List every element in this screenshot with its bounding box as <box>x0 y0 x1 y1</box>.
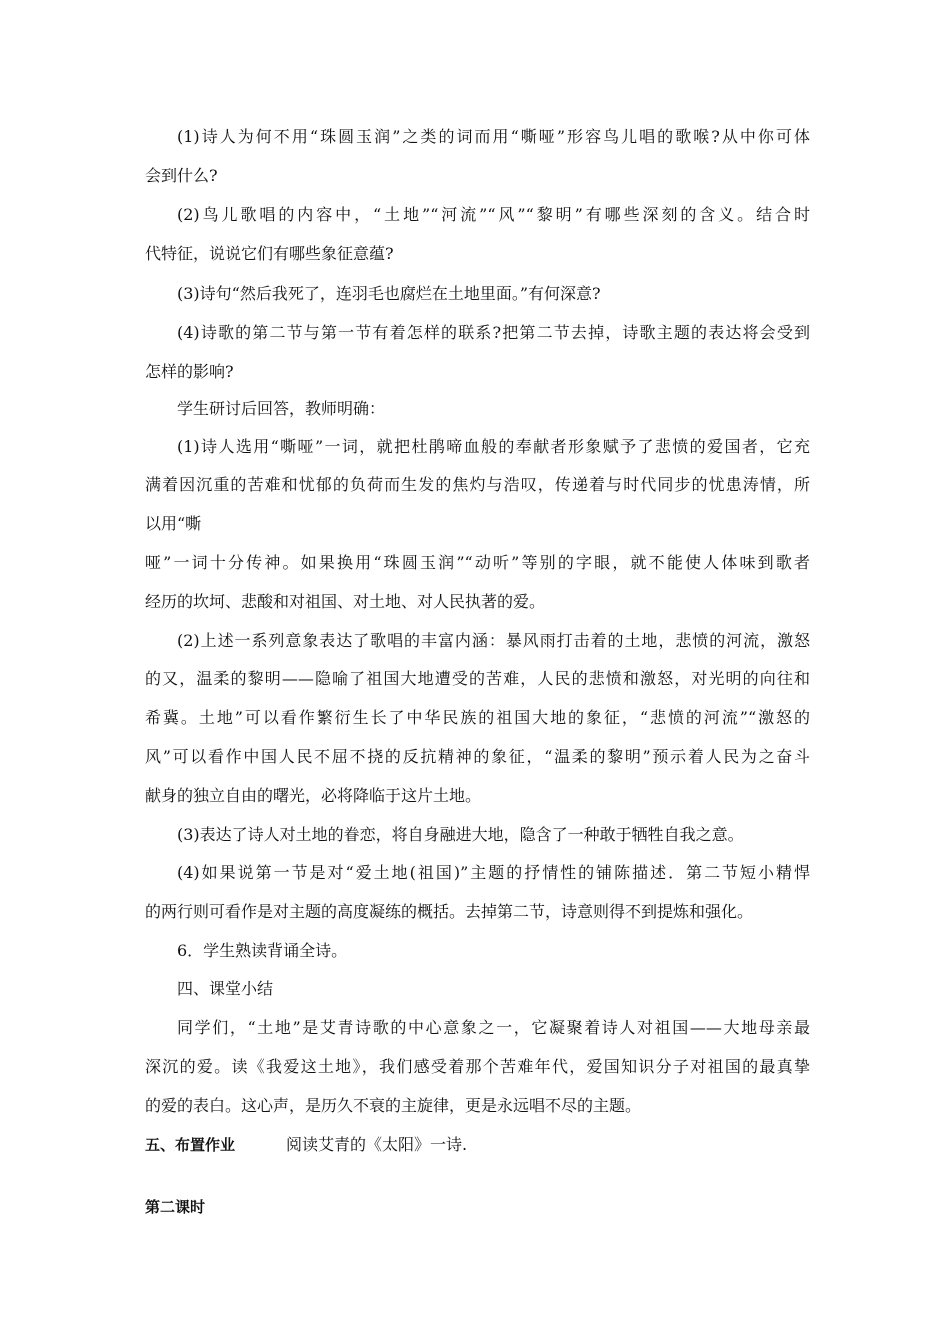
question-4-line-1: (4)诗歌的第二节与第一节有着怎样的联系?把第二节去掉，诗歌主题的表达将会受到 <box>177 323 810 342</box>
question-2-line-2: 代特征，说说它们有哪些象征意蕴? <box>145 244 394 263</box>
answer-2-line-4: 风”可以看作中国人民不屈不挠的反抗精神的象征，“温柔的黎明”预示着人民为之奋斗 <box>145 747 810 766</box>
answer-1-line-4: 哑”一词十分传神。如果换用“珠圆玉润”“动听”等别的字眼，就不能使人体味到歌者 <box>145 553 810 572</box>
summary-line-3: 的爱的表白。这心声，是历久不衰的主旋律，更是永远唱不尽的主题。 <box>145 1096 642 1115</box>
answer-2-line-1: (2)上述一系列意象表达了歌唱的丰富内涵：暴风雨打击着的土地，悲愤的河流，激怒 <box>177 631 810 650</box>
question-1-line-1: (1)诗人为何不用“珠圆玉润”之类的词而用“嘶哑”形容鸟儿唱的歌喉?从中你可体 <box>177 127 810 146</box>
summary-line-1: 同学们，“土地”是艾青诗歌的中心意象之一，它凝聚着诗人对祖国——大地母亲最 <box>177 1018 810 1037</box>
question-1-line-2: 会到什么? <box>145 166 218 185</box>
answer-4-line-2: 的两行则可看作是对主题的高度凝练的概括。去掉第二节，诗意则得不到提炼和强化。 <box>145 902 754 921</box>
summary-line-2: 深沉的爱。读《我爱这土地》，我们感受着那个苦难年代，爱国知识分子对祖国的最真挚 <box>145 1057 810 1076</box>
answer-1-line-5: 经历的坎坷、悲酸和对祖国、对土地、对人民执著的爱。 <box>145 592 546 611</box>
question-3: (3)诗句“然后我死了，连羽毛也腐烂在土地里面。”有何深意? <box>177 284 601 303</box>
answer-2-line-3: 希冀。土地”可以看作繁衍生长了中华民族的祖国大地的象征，“悲愤的河流”“激怒的 <box>145 708 810 727</box>
second-lesson-heading: 第二课时 <box>145 1198 206 1216</box>
step-6: 6．学生熟读背诵全诗。 <box>177 941 348 960</box>
answer-1-line-1: (1)诗人选用“嘶哑”一词，就把杜鹃啼血般的奉献者形象赋予了悲愤的爱国者，它充 <box>177 437 810 456</box>
answer-4-line-1: (4)如果说第一节是对“爱土地(祖国)”主题的抒情性的铺陈描述．第二节短小精悍 <box>177 863 810 882</box>
answer-2-line-2: 的又，温柔的黎明——隐喻了祖国大地遭受的苦难，人民的悲愤和激怒，对光明的向往和 <box>145 669 810 688</box>
homework-text: 阅读艾青的《太阳》一诗. <box>286 1135 468 1154</box>
answer-2-line-5: 献身的独立自由的曙光，必将降临于这片土地。 <box>145 786 482 805</box>
teacher-clarify: 学生研讨后回答，教师明确： <box>177 399 386 418</box>
section-summary-heading: 四、课堂小结 <box>177 979 274 998</box>
answer-1-line-2: 满着因沉重的苦难和忧郁的负荷而生发的焦灼与浩叹，传递着与时代同步的忧患涛情，所 <box>145 475 810 494</box>
question-2-line-1: (2)鸟儿歌唱的内容中，“土地”“河流”“风”“黎明”有哪些深刻的含义。结合时 <box>177 205 810 224</box>
homework-heading: 五、布置作业 <box>145 1136 236 1154</box>
answer-3: (3)表达了诗人对土地的眷恋，将自身融进大地，隐含了一种敢于牺牲自我之意。 <box>177 825 744 844</box>
answer-1-line-3: 以用“嘶 <box>145 514 202 533</box>
question-4-line-2: 怎样的影响? <box>145 362 234 381</box>
